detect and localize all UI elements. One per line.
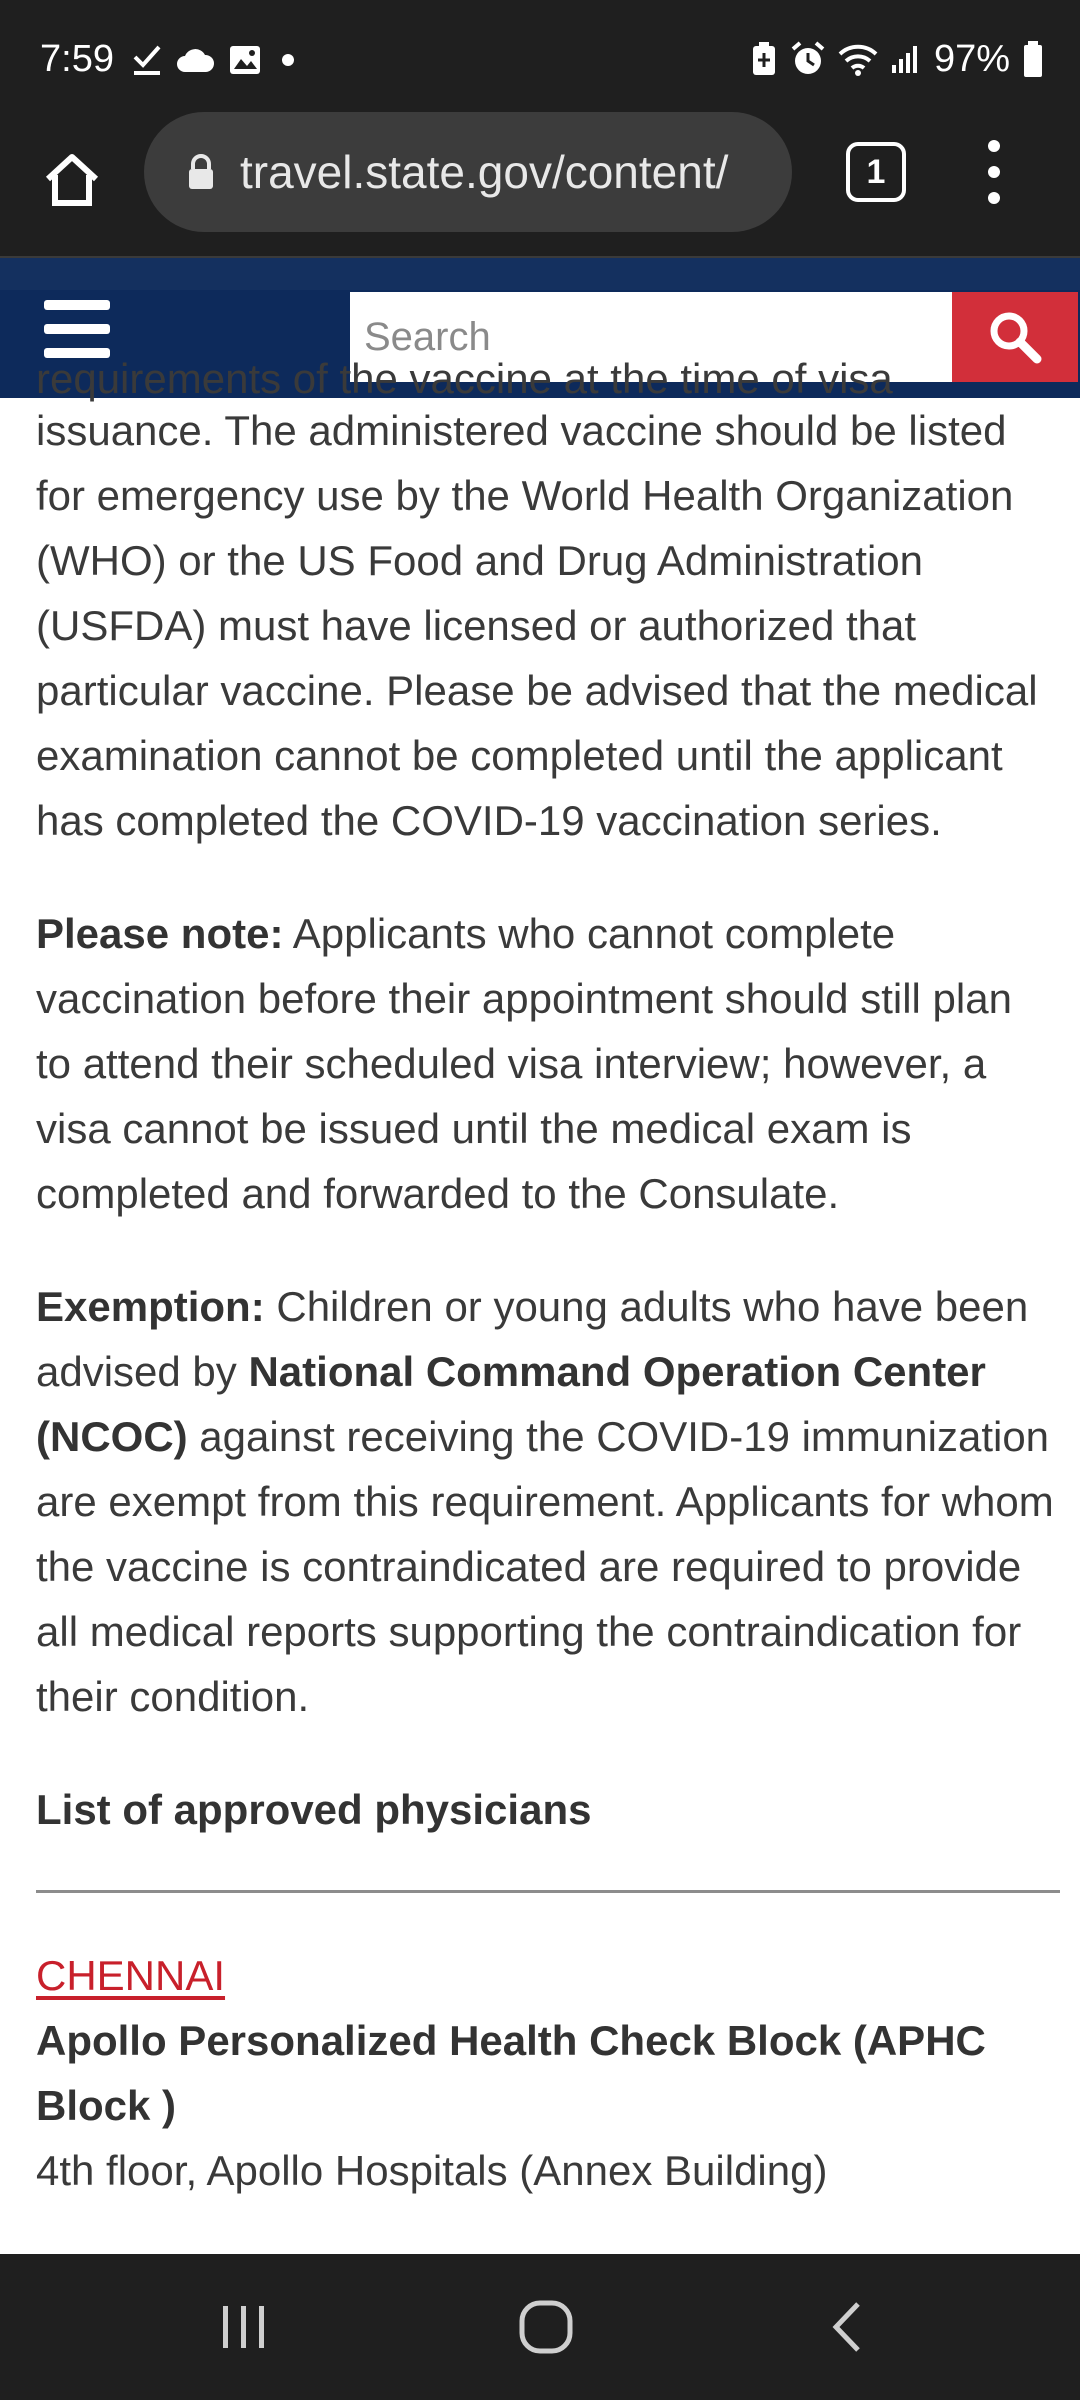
article-content xyxy=(36,355,1056,2254)
home-icon xyxy=(42,151,102,209)
battery-saver-icon xyxy=(750,41,778,77)
please-note-paragraph xyxy=(36,901,1056,1226)
browser-menu-button[interactable] xyxy=(974,140,1014,204)
lock-icon xyxy=(186,153,216,191)
city-link-chennai[interactable]: CHENNAI xyxy=(36,1952,226,1999)
hamburger-line xyxy=(44,300,110,310)
approved-physicians-heading: List of approved physicians xyxy=(36,1786,592,1833)
battery-percentage: 97% xyxy=(933,38,1010,80)
recent-apps-button[interactable] xyxy=(204,2292,284,2362)
facility-name: Apollo Personalized Health Check Block (APHC Block ) xyxy=(36,2017,986,2129)
home-circle-icon xyxy=(517,2298,575,2356)
home-button[interactable] xyxy=(34,142,110,218)
cloud-icon xyxy=(176,46,214,74)
back-button[interactable] xyxy=(808,2292,888,2362)
url-text: travel.state.gov/content/ xyxy=(240,146,729,198)
recent-apps-icon xyxy=(217,2302,271,2352)
site-header-strip xyxy=(0,258,1080,290)
status-notification-icons xyxy=(132,40,300,80)
status-system-icons xyxy=(750,36,1044,82)
menu-dot xyxy=(988,140,1000,152)
status-bar xyxy=(0,0,1080,112)
battery-icon xyxy=(1022,40,1044,78)
vaccine-requirement-paragraph: issuance. The administered vaccine should be listed for emergency use by the World Health Organization (WHO) or the US Food and Drug Administration (USFDA) must have licensed or authorized that particular vaccine. Please be advised that the medical examination cannot be completed until the applicant has completed the COVID-19 vaccination series. xyxy=(36,407,1038,844)
exemption-text-part1: Children or young adults who have been advised by xyxy=(36,1283,1029,1395)
menu-dot xyxy=(988,166,1000,178)
address-bar[interactable] xyxy=(144,112,792,232)
browser-toolbar xyxy=(0,112,1080,258)
image-icon xyxy=(228,44,262,76)
exemption-label: Exemption: xyxy=(36,1283,265,1330)
please-note-text: Applicants who cannot complete vaccination before their appointment should still plan to attend their scheduled visa interview; however, a visa cannot be issued until the medical exam is completed and forwarded to the Consulate. xyxy=(36,910,1012,1217)
tab-switcher-button[interactable]: 1 xyxy=(846,142,906,202)
hamburger-line xyxy=(44,324,110,334)
exemption-text-part2: against receiving the COVID-19 immunization are exempt from this requirement. Applicants for whom the vaccine is contraindicated are required to provide all medical reports supporting the contraindication for their condition. xyxy=(36,1413,1054,1720)
home-nav-button[interactable] xyxy=(506,2292,586,2362)
ncoc-name: National Command Operation Center (NCOC) xyxy=(36,1348,986,1460)
alarm-icon xyxy=(790,41,826,77)
menu-dot xyxy=(988,192,1000,204)
back-chevron-icon xyxy=(828,2300,868,2354)
section-divider xyxy=(36,1890,1060,1893)
system-navigation-bar xyxy=(0,2254,1080,2400)
dot-icon xyxy=(276,48,300,72)
signal-icon xyxy=(890,43,922,75)
exemption-paragraph xyxy=(36,1274,1056,1729)
status-time: 7:59 xyxy=(40,38,114,80)
site-search-button[interactable] xyxy=(952,292,1078,382)
search-icon xyxy=(986,308,1044,366)
wifi-icon xyxy=(838,42,878,76)
check-icon xyxy=(132,43,162,77)
facility-address: 4th floor, Apollo Hospitals (Annex Building) xyxy=(36,2147,828,2194)
cut-off-text-line: requirements of the vaccine at the time of visa xyxy=(36,355,893,402)
please-note-label: Please note: xyxy=(36,910,284,957)
